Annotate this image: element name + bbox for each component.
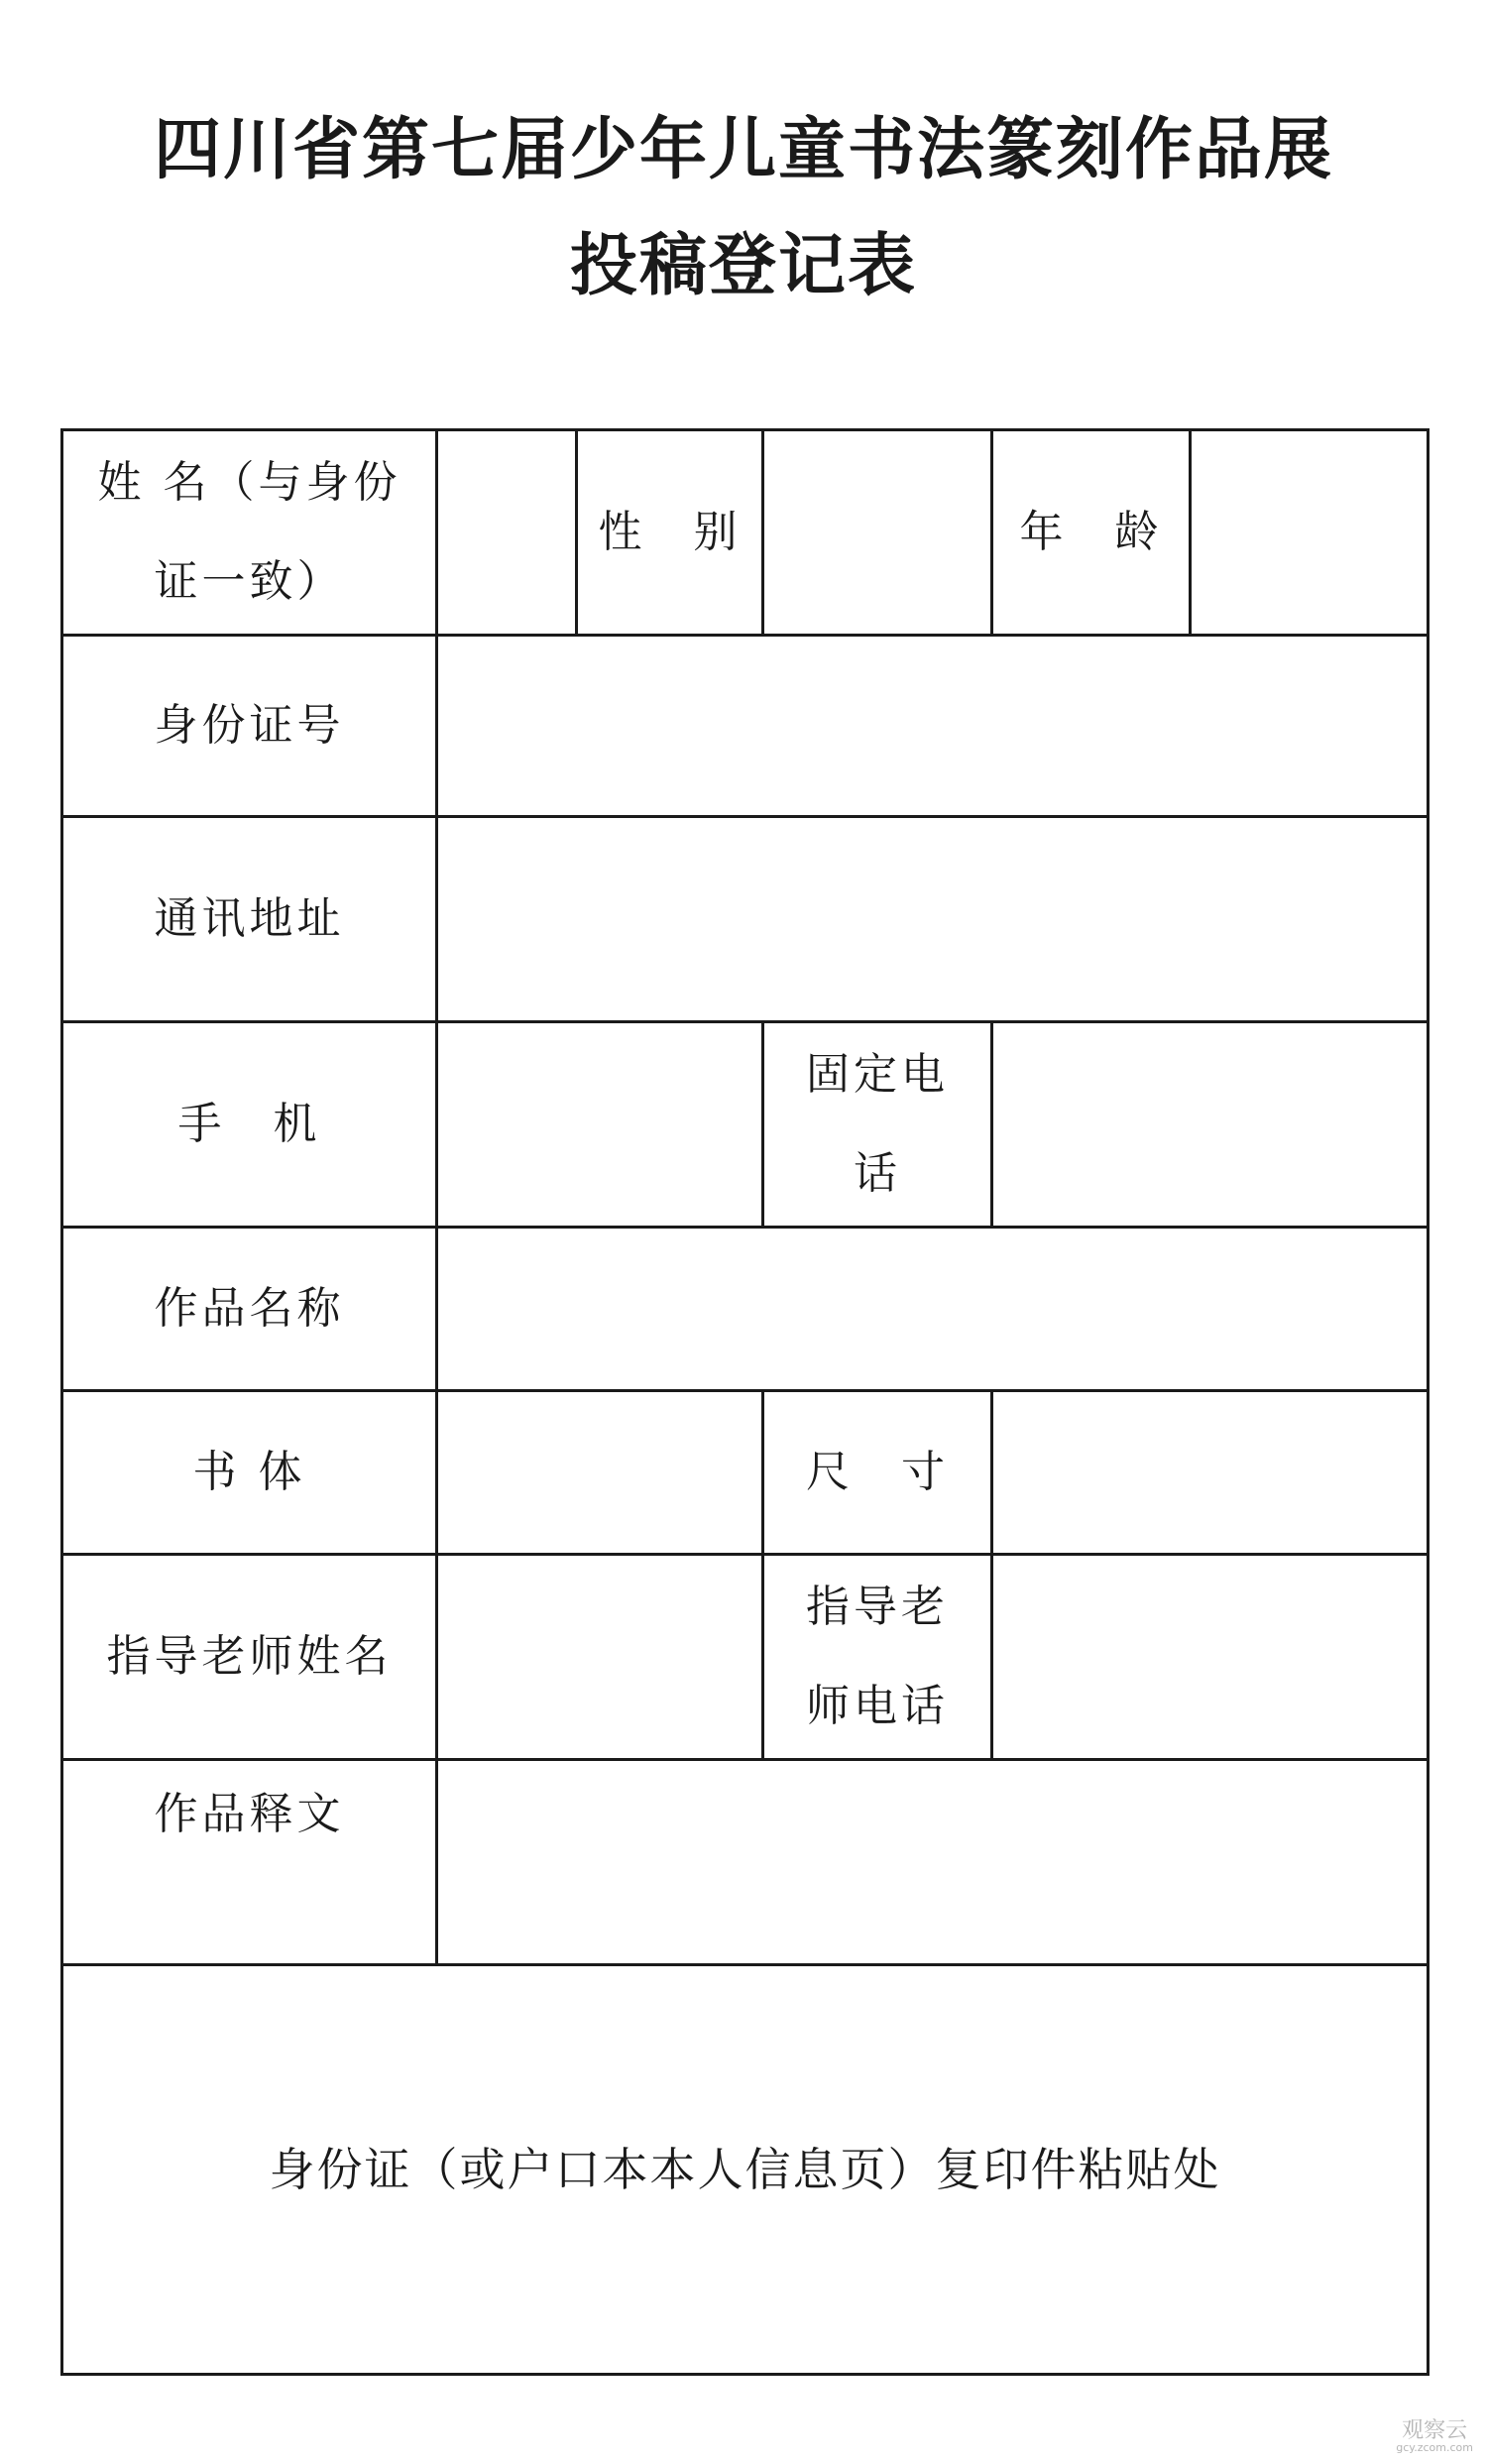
row-id-copy (62, 1965, 1429, 2375)
id-number-label: 身份证号 (62, 636, 437, 817)
row-teacher (62, 1555, 1429, 1760)
name-label-line2: 证一致） (154, 556, 345, 607)
row-transcription (62, 1760, 1429, 1965)
landline-label-line1: 固定电 (806, 1049, 949, 1100)
size-field[interactable] (992, 1391, 1429, 1555)
address-field[interactable] (437, 817, 1429, 1022)
row-name-gender-age (62, 430, 1429, 636)
watermark-main-text: 观察云 (1402, 2418, 1468, 2444)
name-label-cell (62, 430, 437, 636)
work-title-field[interactable] (437, 1228, 1429, 1391)
transcription-field[interactable] (437, 1760, 1429, 1965)
script-style-field[interactable] (437, 1391, 763, 1555)
teacher-phone-field[interactable] (992, 1555, 1429, 1760)
landline-label-cell (763, 1022, 992, 1228)
teacher-phone-label-line1: 指导老 (806, 1582, 949, 1632)
size-label: 尺 寸 (763, 1391, 992, 1555)
mobile-label: 手 机 (62, 1022, 437, 1228)
gender-field[interactable] (763, 430, 992, 636)
teacher-phone-label-cell (763, 1555, 992, 1760)
watermark-logo (1396, 2419, 1473, 2454)
teacher-phone-label-line2: 师电话 (806, 1681, 949, 1731)
id-copy-paste-label: 身份证（或户口本本人信息页）复印件粘贴处 (269, 2143, 1221, 2196)
row-work-title (62, 1228, 1429, 1391)
name-label-line1: 姓 名（与身份 (97, 457, 401, 508)
mobile-field[interactable] (437, 1022, 763, 1228)
row-phone (62, 1022, 1429, 1228)
row-id-number (62, 636, 1429, 817)
name-field[interactable] (437, 430, 577, 636)
teacher-name-field[interactable] (437, 1555, 763, 1760)
age-label: 年 龄 (992, 430, 1191, 636)
id-number-field[interactable] (437, 636, 1429, 817)
landline-label-line2: 话 (854, 1148, 901, 1199)
registration-form-table (60, 428, 1430, 2376)
address-label: 通讯地址 (62, 817, 437, 1022)
row-style-size (62, 1391, 1429, 1555)
transcription-label: 作品释文 (62, 1760, 437, 1965)
script-style-label: 书 体 (62, 1391, 437, 1555)
age-field[interactable] (1191, 430, 1429, 636)
form-title-line2: 投稿登记表 (569, 227, 917, 305)
form-title-line1: 四川省第七届少年儿童书法篆刻作品展 (153, 111, 1333, 189)
landline-field[interactable] (992, 1022, 1429, 1228)
gender-label: 性 别 (577, 430, 763, 636)
teacher-name-label: 指导老师姓名 (62, 1555, 437, 1760)
watermark-sub-text: gcy.zcom.com (1396, 2441, 1473, 2455)
work-title-label: 作品名称 (62, 1228, 437, 1391)
row-address (62, 817, 1429, 1022)
id-copy-paste-area[interactable] (62, 1965, 1429, 2375)
